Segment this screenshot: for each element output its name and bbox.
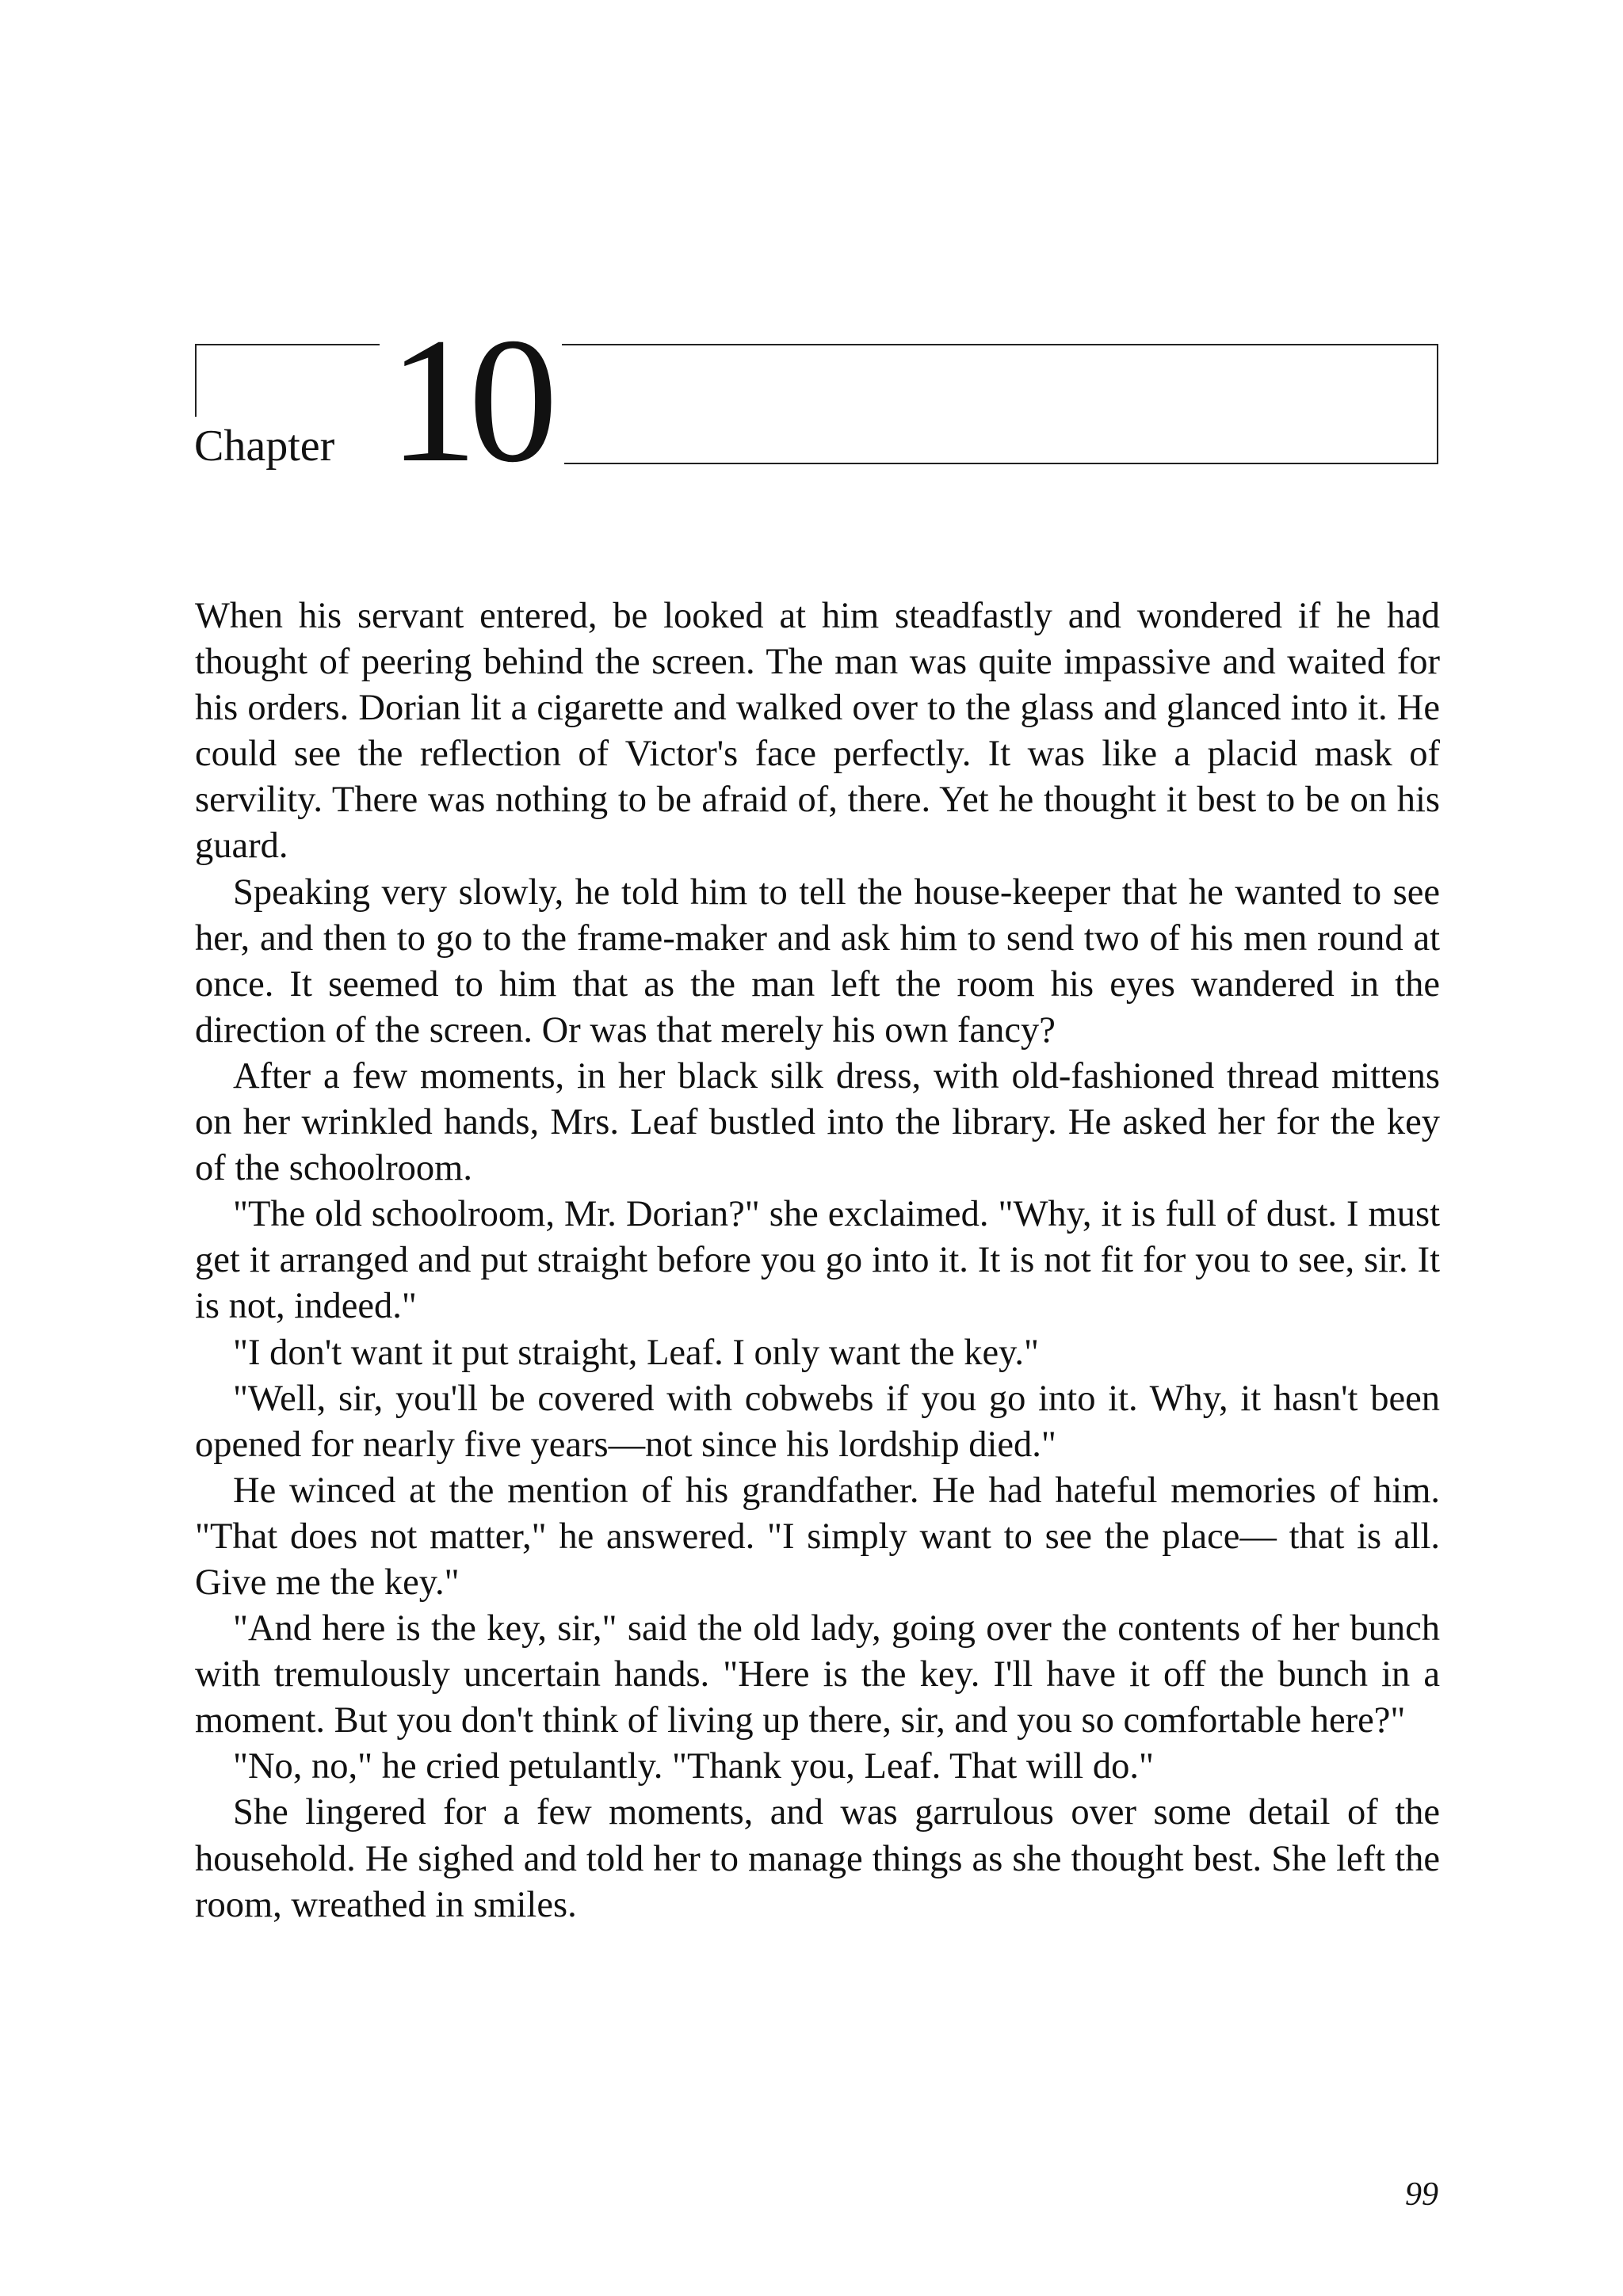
paragraph: He winced at the mention of his grandfather. He had hateful memories of him. "That does not matter," he answered. "I simply want to see the place— that is all. Give me the key." bbox=[195, 1470, 1440, 1603]
paragraph: She lingered for a few moments, and was garrulous over some detail of the household. He sighed and told her to manage things as she thought best. She left the room, wreathed in smiles. bbox=[195, 1792, 1440, 1925]
paragraph: "The old schoolroom, Mr. Dorian?" she exclaimed. "Why, it is full of dust. I must get it arranged and put straight before you go into it. It is not fit for you to see, sir. It is not, indeed." bbox=[195, 1194, 1440, 1327]
page-number: 99 bbox=[1405, 2176, 1438, 2213]
frame-right-rule bbox=[1437, 344, 1438, 464]
paragraph: "And here is the key, sir," said the old lady, going over the contents of her bunch with tremulously uncertain hands. "Here is the key. I'll have it off the bunch in a moment. But you don't think of living up there, sir, and you so comfortable here?" bbox=[195, 1608, 1440, 1741]
paragraph: Speaking very slowly, he told him to tell the house-keeper that he wanted to see her, and then to go to the frame-maker and ask him to send two of his men round at once. It seemed to him that as the man left the room his eyes wandered in the direction of the screen. Or was that merely his own fancy? bbox=[195, 871, 1440, 1051]
frame-top-left-rule bbox=[195, 344, 380, 345]
paragraph: "No, no," he cried petulantly. "Thank you, Leaf. That will do." bbox=[233, 1746, 1154, 1787]
paragraph: "I don't want it put straight, Leaf. I only want the key." bbox=[233, 1332, 1040, 1373]
frame-left-rule bbox=[195, 344, 197, 417]
chapter-heading-frame bbox=[195, 344, 1438, 464]
chapter-body bbox=[195, 593, 1440, 1928]
chapter-number: 10 bbox=[388, 301, 548, 499]
paragraph: When his servant entered, be looked at him steadfastly and wondered if he had thought of peering behind the screen. The man was quite impassive and waited for his orders. Dorian lit a cigarette and walked over to the glass and glanced into it. He could see the reflection of Victor's face perfectly. It was like a placid mask of servility. There was nothing to be afraid of, there. Yet he thought it best to be on his guard. bbox=[195, 596, 1440, 867]
paragraph: After a few moments, in her black silk dress, with old-fashioned thread mittens on her wrinkled hands, Mrs. Leaf bustled into the library. He asked her for the key of the schoolroom. bbox=[195, 1055, 1440, 1189]
paragraph: "Well, sir, you'll be covered with cobwebs if you go into it. Why, it hasn't been opened for nearly five years—not since his lordship died." bbox=[195, 1378, 1440, 1465]
chapter-label: Chapter bbox=[194, 421, 335, 471]
frame-bottom-rule bbox=[564, 463, 1438, 464]
frame-top-right-rule bbox=[562, 344, 1438, 345]
